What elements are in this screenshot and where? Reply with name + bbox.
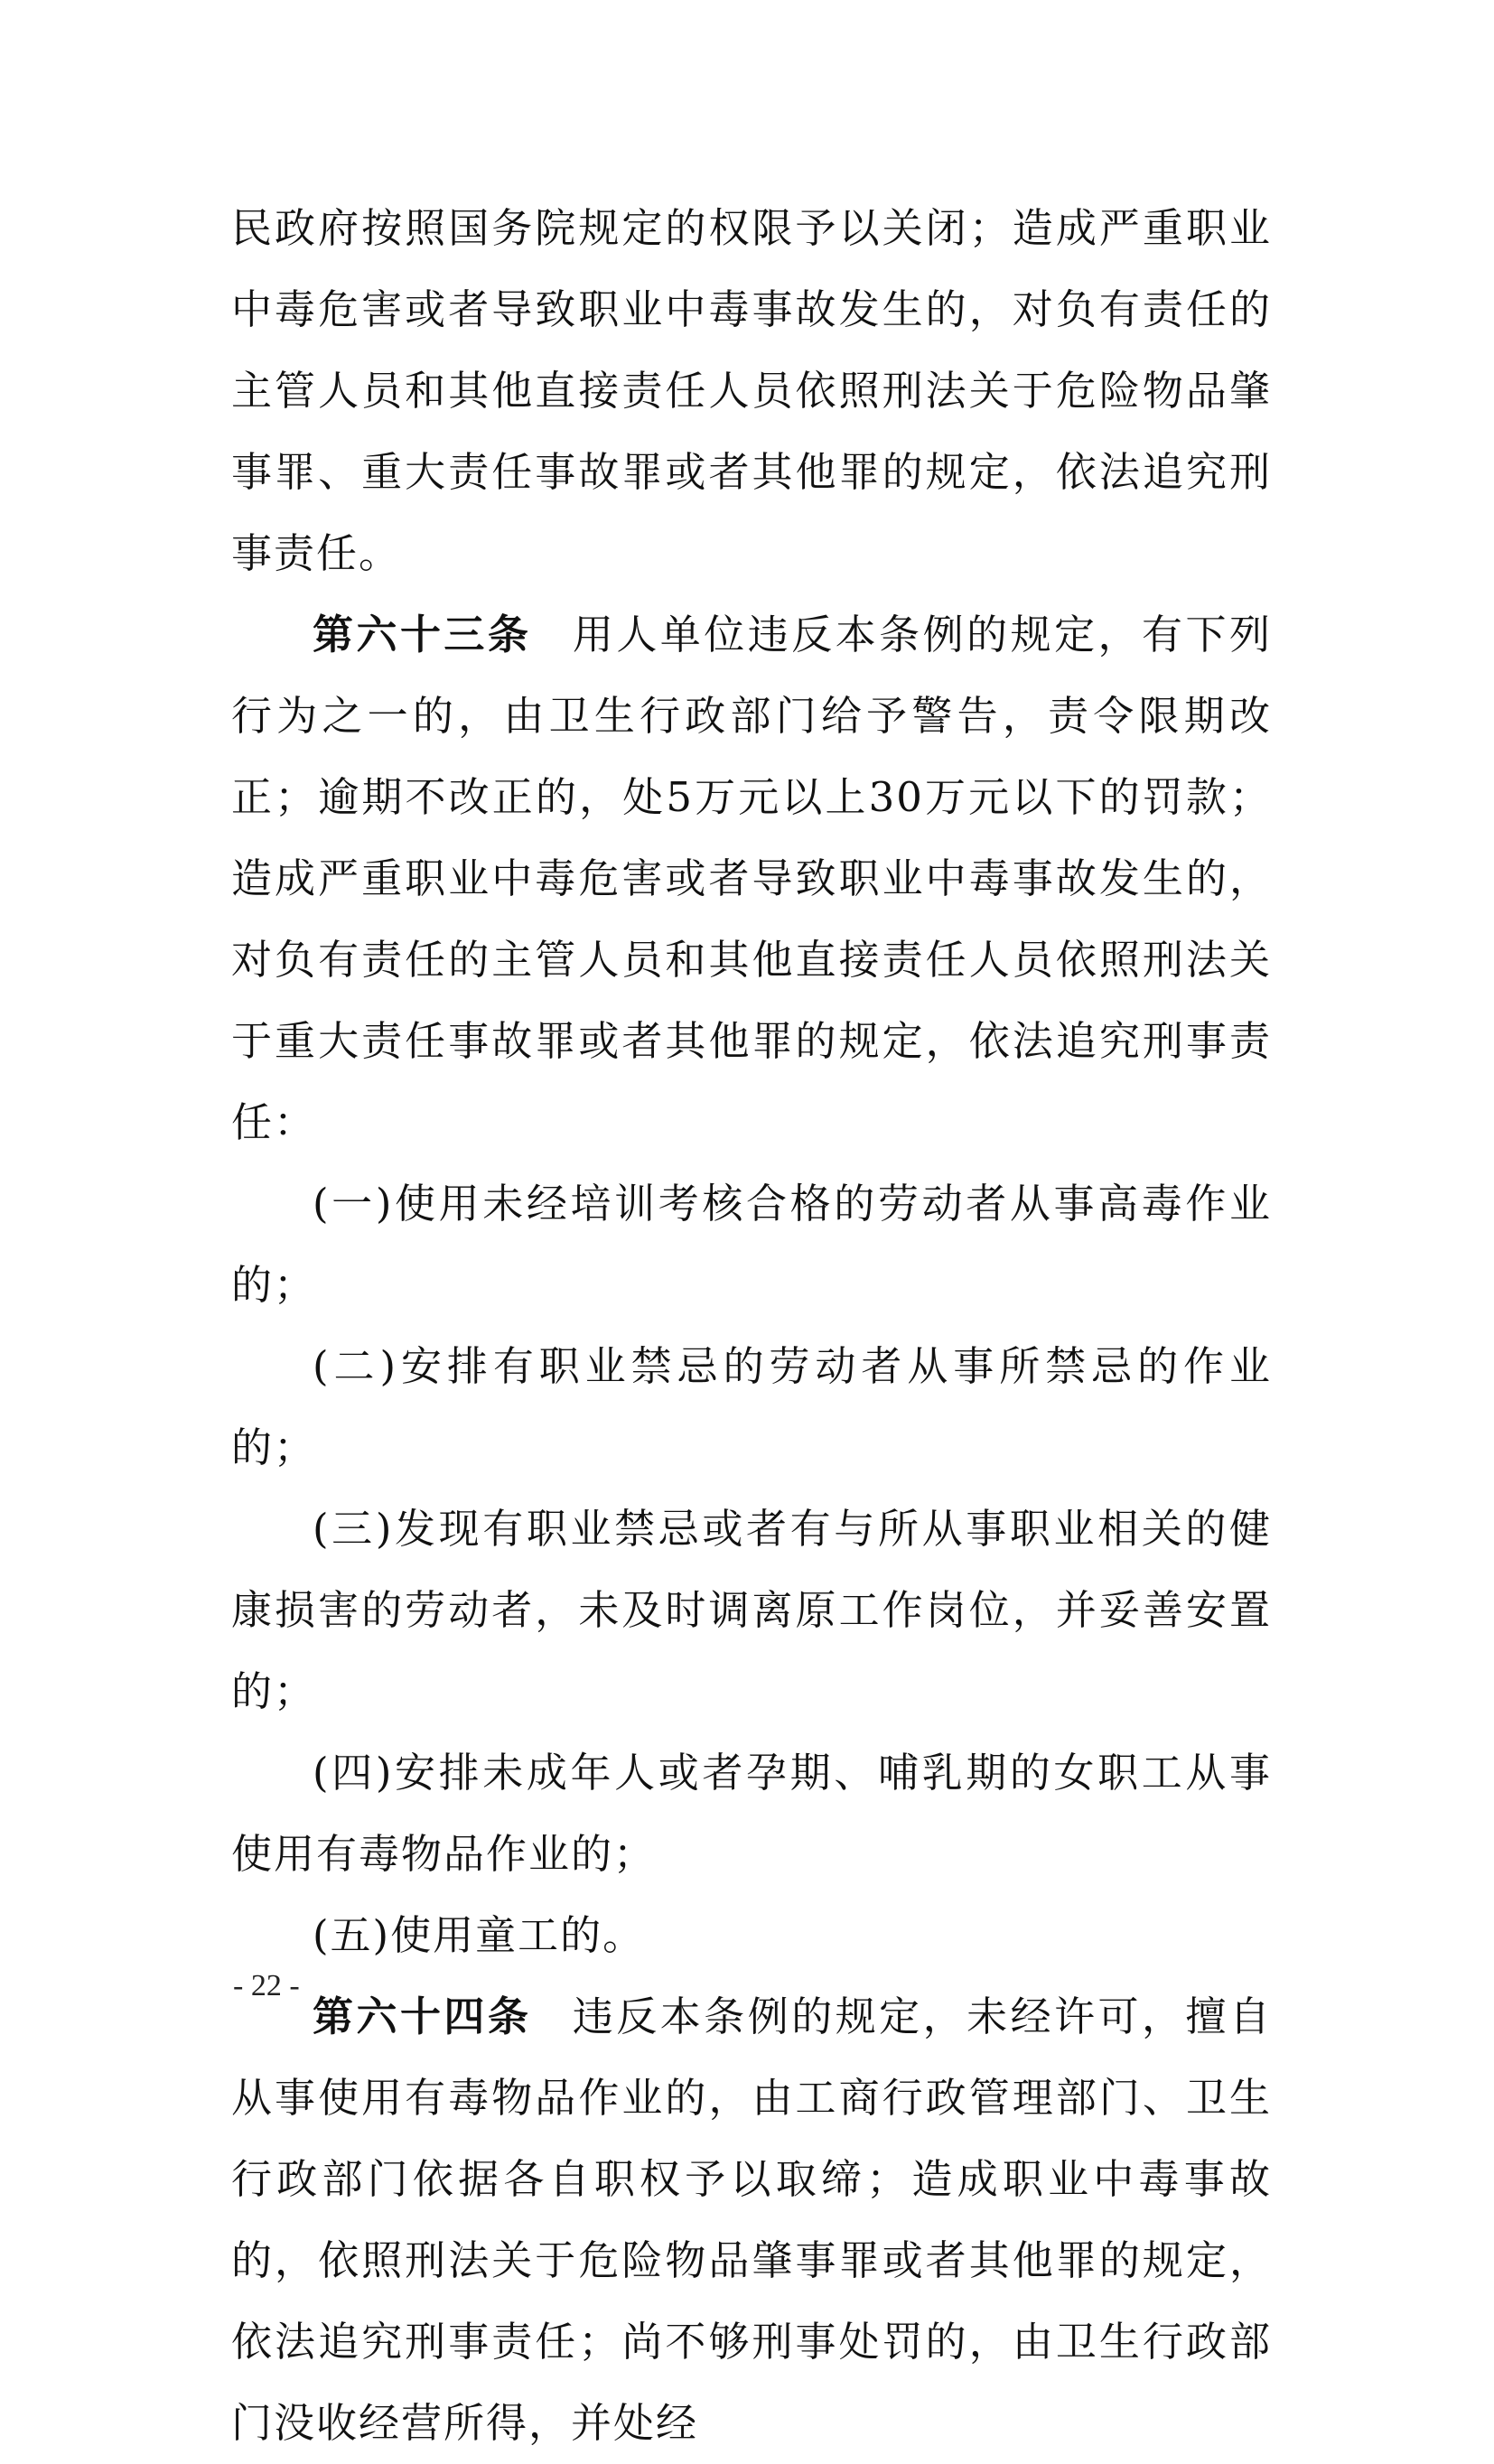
list-item-text: (三)发现有职业禁忌或者有与所从事职业相关的健康损害的劳动者，未及时调离原工作岗位，并妥善安置的；: [231, 1505, 1272, 1715]
paragraph-text: 民政府按照国务院规定的权限予以关闭；造成严重职业中毒危害或者导致职业中毒事故发生的，对负有责任的主管人员和其他直接责任人员依照刑法关于危险物品肇事罪、重大责任事故罪或者其他罪的规定，依法追究刑事责任。: [231, 204, 1272, 577]
page-number: - 22 -: [233, 1969, 300, 2002]
list-item: [231, 1326, 1272, 1489]
list-item-text: (二)安排有职业禁忌的劳动者从事所禁忌的作业的；: [231, 1342, 1272, 1471]
list-item-text: (五)使用童工的。: [313, 1911, 646, 1959]
article-heading: 第六十四条: [313, 1993, 532, 2040]
article-heading: 第六十三条: [313, 611, 532, 658]
article-text: 违反本条例的规定，未经许可，擅自从事使用有毒物品作业的，由工商行政管理部门、卫生行政部门依据各自职权予以取缔；造成职业中毒事故的，依照刑法关于危险物品肇事罪或者其他罪的规定，依法追究刑事责任；尚不够刑事处罚的，由卫生行政部门没收经营所得，并处经: [231, 1993, 1272, 2447]
article-64: [231, 1976, 1272, 2464]
list-item: [231, 1163, 1272, 1326]
list-item-text: (一)使用未经培训考核合格的劳动者从事高毒作业的；: [231, 1180, 1272, 1309]
article-text: 用人单位违反本条例的规定，有下列行为之一的，由卫生行政部门给予警告，责令限期改正；逾期不改正的，处5万元以上30万元以下的罚款；造成严重职业中毒危害或者导致职业中毒事故发生的，对负有责任的主管人员和其他直接责任人员依照刑法关于重大责任事故罪或者其他罪的规定，依法追究刑事责任：: [231, 611, 1272, 1146]
list-item: [231, 1895, 1272, 1976]
document-body: [231, 188, 1272, 2464]
article-63: [231, 594, 1272, 1163]
list-item: [231, 1732, 1272, 1895]
list-item: [231, 1489, 1272, 1732]
paragraph-continued: [231, 188, 1272, 594]
list-item-text: (四)安排未成年人或者孕期、哺乳期的女职工从事使用有毒物品作业的；: [231, 1749, 1272, 1878]
